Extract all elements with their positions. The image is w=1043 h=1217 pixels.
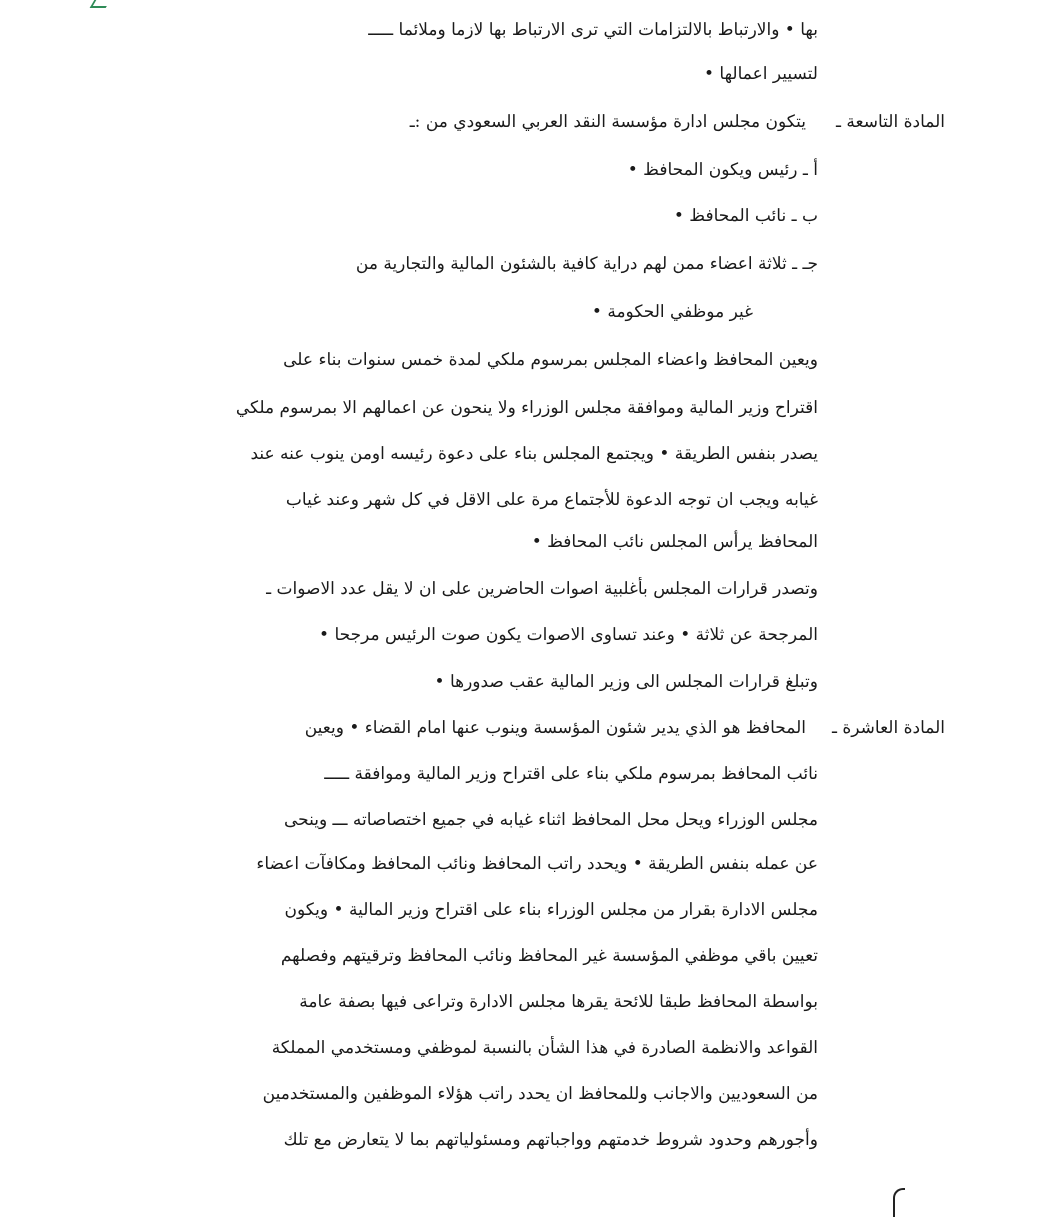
text-line-19 [158,852,818,876]
line-text: المحافظ هو الذي يدير شئون المؤسسة وينوب عنها امام القضاء • ويعين [304,718,806,738]
line-text: وأجورهم وحدود شروط خدمتهم وواجباتهم ومسئولياتهم بما لا يتعارض مع تلك [283,1130,818,1150]
text-line-17 [158,762,818,786]
text-line-2 [560,62,818,86]
line-text: وتبلغ قرارات المجلس الى وزير المالية عقب صدورها • [434,672,818,692]
text-line-13 [158,577,818,601]
text-line-8 [158,348,818,372]
article-10-label: المادة العاشرة ـ [832,718,945,738]
text-line-21 [158,944,818,968]
text-line-25 [158,1128,818,1152]
text-line-7 [550,300,753,324]
text-line-11 [158,488,818,512]
line-text: القواعد والانظمة الصادرة في هذا الشأن بالنسبة لموظفي ومستخدمي المملكة [271,1038,818,1058]
line-text: نائب المحافظ بمرسوم ملكي بناء على اقتراح وزير المالية وموافقة ـــــ [324,764,818,784]
text-line-1 [160,18,818,42]
line-text: بها • والارتباط بالالتزامات التي ترى الارتباط بها لازما وملائما ـــــ [368,20,818,40]
text-line-10 [158,442,818,466]
text-line-20 [158,898,818,922]
text-line-9 [158,396,818,420]
line-text: جـ ـ ثلاثة اعضاء ممن لهم دراية كافية بالشئون المالية والتجارية من [355,254,818,274]
line-text: يتكون مجلس ادارة مؤسسة النقد العربي السعودي من :ـ [409,112,806,132]
line-text: أ ـ رئيس ويكون المحافظ • [627,160,818,180]
text-line-18 [158,808,818,832]
line-text: تعيين باقي موظفي المؤسسة غير المحافظ ونائب المحافظ وترقيتهم وفصلهم [280,946,818,966]
line-text: المرجحة عن ثلاثة • وعند تساوى الاصوات يكون صوت الرئيس مرجحا • [319,625,818,645]
line-text: غير موظفي الحكومة • [591,302,753,322]
article-9-label: المادة التاسعة ـ [836,112,945,132]
line-text: المحافظ يرأس المجلس نائب المحافظ • [531,532,818,552]
list-item-c [158,252,818,276]
line-text: ويعين المحافظ واعضاء المجلس بمرسوم ملكي لمدة خمس سنوات بناء على [283,350,818,370]
line-text: ب ـ نائب المحافظ • [673,206,818,226]
text-line-3 [330,110,806,134]
text-line-12 [490,530,818,554]
line-text: من السعوديين والاجانب وللمحافظ ان يحدد راتب هؤلاء الموظفين والمستخدمين [262,1084,818,1104]
line-text: بواسطة المحافظ طبقا للائحة يقرها مجلس الادارة وتراعى فيها بصفة عامة [299,992,818,1012]
line-text: يصدر بنفس الطريقة • ويجتمع المجلس بناء على دعوة رئيسه اومن ينوب عنه عند [250,444,818,464]
line-text: لتسيير اعمالها • [703,64,818,84]
text-line-16 [158,716,806,740]
line-text: مجلس الوزراء ويحل محل المحافظ اثناء غيابه في جميع اختصاصاته ـــ وينحى [283,810,818,830]
line-text: وتصدر قرارات المجلس بأغلبية اصوات الحاضرين على ان لا يقل عدد الاصوات ـ [266,579,818,599]
line-text: غيابه ويجب ان توجه الدعوة للأجتماع مرة على الاقل في كل شهر وعند غياب [285,490,818,510]
line-text: اقتراح وزير المالية وموافقة مجلس الوزراء ولا ينحون عن اعمالهم الا بمرسوم ملكي [235,398,818,418]
line-text: عن عمله بنفس الطريقة • ويحدد راتب المحافظ ونائب المحافظ ومكافآت اعضاء [256,854,818,874]
text-line-24 [158,1082,818,1106]
list-item-a [520,158,818,182]
text-line-22 [158,990,818,1014]
text-line-23 [158,1036,818,1060]
line-text: مجلس الادارة بقرار من مجلس الوزراء بناء على اقتراح وزير المالية • ويكون [284,900,818,920]
corner-pen-mark [90,0,111,8]
page-bracket-mark [893,1188,905,1217]
text-line-15 [330,670,818,694]
text-line-14 [250,623,818,647]
list-item-b [600,204,818,228]
